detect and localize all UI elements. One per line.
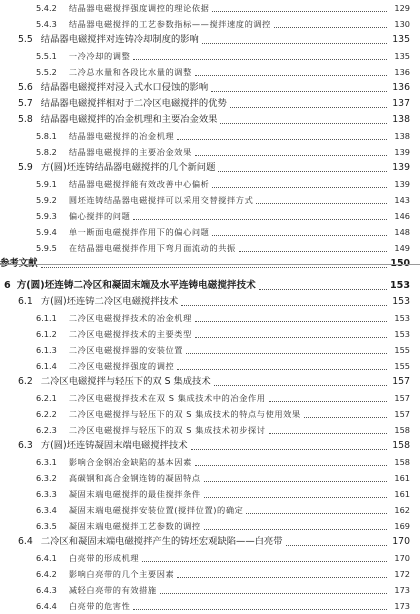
toc-entry-page: 169 (394, 521, 410, 531)
toc-entry-number: 5.7 (18, 98, 33, 109)
toc-entry (0, 454, 420, 470)
toc-entry-page: 129 (394, 3, 410, 13)
toc-entry-number: 5.4.2 (36, 3, 57, 13)
toc-entry-page: 173 (394, 601, 410, 611)
toc-entry (0, 294, 420, 310)
toc-entry-title: 二冷区电磁搅拌器的安装位置 (68, 345, 184, 355)
toc-entry-page: 153 (394, 313, 410, 323)
toc-entry-number: 5.8 (18, 114, 33, 125)
dot-leader (133, 609, 387, 610)
toc-entry-title: 结晶器电磁搅拌对浸入式水口侵蚀的影响 (40, 82, 209, 93)
toc-entry-page: 135 (392, 34, 410, 45)
toc-entry-page: 153 (390, 280, 411, 291)
toc-entry-page: 139 (394, 179, 410, 189)
toc-entry (0, 112, 420, 128)
toc-entry-number: 5.9.4 (36, 227, 57, 237)
toc-entry-title: 二冷区电磁搅拌技术的主要类型 (68, 329, 192, 339)
dot-leader (195, 465, 387, 466)
toc-entry (0, 48, 420, 64)
toc-entry-page: 162 (394, 505, 410, 515)
toc-entry-page: 155 (394, 345, 410, 355)
toc-entry-title: 影响合金钢冶金缺陷的基本因素 (68, 457, 192, 467)
dot-leader (304, 417, 387, 418)
toc-entry-page: 153 (394, 329, 410, 339)
toc-entry-page: 136 (392, 82, 410, 93)
toc-entry-title: 单一断面电磁搅拌作用下的偏心问题 (68, 227, 210, 237)
toc-entry-title: 二冷总水量和各段比水量的调整 (68, 67, 192, 77)
toc-entry-page: 157 (394, 393, 410, 403)
toc-entry-page: 173 (394, 585, 410, 595)
toc-entry-title: 结晶器电磁搅拌的主要冶金效果 (68, 147, 192, 157)
toc-entry-number: 6.4.2 (36, 569, 57, 579)
toc-entry-title: 结晶器电磁搅拌相对于二冷区电磁搅拌的优势 (40, 98, 227, 109)
toc-entry-number: 5.9.2 (36, 195, 57, 205)
toc-entry (0, 128, 420, 144)
toc-entry-number: 6.3.5 (36, 521, 57, 531)
toc-entry-page: 149 (394, 243, 410, 253)
toc-entry-title: 偏心搅拌的问题 (68, 211, 131, 221)
toc-entry-page: 139 (392, 162, 410, 173)
dot-leader (204, 497, 387, 498)
toc-entry (0, 0, 420, 16)
toc-entry (0, 96, 420, 112)
toc-entry-page: 135 (394, 51, 410, 61)
toc-entry-number: 6.3.1 (36, 457, 57, 467)
dot-leader (220, 123, 387, 124)
toc-entry-title: 结晶器电磁搅拌对连铸冷却制度的影响 (40, 34, 199, 45)
toc-entry (0, 422, 420, 438)
toc-entry-title: 结晶器电磁搅拌能有效改善中心偏析 (68, 179, 210, 189)
toc-entry (0, 550, 420, 566)
toc-entry-number: 6.2 (18, 376, 33, 387)
toc-entry-title: 结晶器电磁搅拌的冶金机理 (68, 131, 175, 141)
toc-entry-title: 方(圆)坯连铸二冷区和凝固末端及水平连铸电磁搅拌技术 (16, 280, 256, 291)
toc-entry-page: 158 (392, 440, 410, 451)
toc-entry (0, 208, 420, 224)
toc-entry-page: 172 (394, 569, 410, 579)
toc-entry-title: 方(圆)坯连铸结晶器电磁搅拌的几个新问题 (40, 162, 216, 173)
dot-leader (204, 529, 387, 530)
toc-entry-number: 6.3 (18, 440, 33, 451)
toc-entry-title: 一冷冷却的调整 (68, 51, 131, 61)
dot-leader (133, 219, 387, 220)
toc-entry-page: 161 (394, 489, 410, 499)
dot-leader (256, 203, 387, 204)
toc-entry-title: 结晶器电磁搅拌的冶金机理和主要冶金效果 (40, 114, 218, 125)
toc-entry-number: 6.4.4 (36, 601, 57, 611)
toc-entry-page: 150 (390, 258, 410, 269)
dot-leader (195, 155, 387, 156)
toc-entry (0, 240, 420, 256)
dot-leader (269, 433, 387, 434)
toc-entry (0, 160, 420, 176)
toc-entry-number: 5.4.3 (36, 19, 57, 29)
toc-entry-page: 138 (392, 114, 410, 125)
toc-entry (0, 566, 420, 582)
toc-entry-title: 凝固末端电磁搅拌的最佳搅拌条件 (68, 489, 201, 499)
dot-leader (212, 187, 387, 188)
dot-leader (195, 337, 387, 338)
dot-leader (160, 593, 387, 594)
toc-entry-page: 155 (394, 361, 410, 371)
toc-entry-title: 二冷区电磁搅拌与轻压下的双 S 集成技术 (40, 376, 211, 387)
toc-entry-title: 白亮带的形成机理 (68, 553, 140, 563)
toc-entry-title: 二冷区电磁搅拌技术在双 S 集成技术中的冶金作用 (68, 393, 266, 403)
toc-entry-title: 影响白亮带的几个主要因素 (68, 569, 175, 579)
toc-entry-number: 6.3.4 (36, 505, 57, 515)
toc-entry-number: 6.4 (18, 536, 33, 547)
toc-entry-number: 6.1.3 (36, 345, 57, 355)
toc-entry-number: 5.9.3 (36, 211, 57, 221)
toc-entry-number: 6.3.3 (36, 489, 57, 499)
dot-leader (246, 513, 387, 514)
toc-entry (0, 342, 420, 358)
toc-entry (0, 192, 420, 208)
toc-entry-number: 5.5.1 (36, 51, 57, 61)
dot-leader (211, 91, 387, 92)
toc-entry-page: 148 (394, 227, 410, 237)
toc-entry-number: 5.6 (18, 82, 33, 93)
toc-entry (0, 582, 420, 598)
toc-entry-title: 减轻白亮带的有效措施 (68, 585, 157, 595)
toc-entry-number: 5.5.2 (36, 67, 57, 77)
dot-leader (191, 449, 387, 450)
toc-entry-number: 5.8.2 (36, 147, 57, 157)
dot-leader (274, 27, 387, 28)
toc-entry-number: 5.5 (18, 34, 33, 45)
dot-leader (269, 401, 387, 402)
toc-entry-number: 6.2.1 (36, 393, 57, 403)
toc-entry-title: 方(圆)坯连铸凝固末端电磁搅拌技术 (40, 440, 188, 451)
toc-entry-page: 170 (394, 553, 410, 563)
toc-entry (0, 80, 420, 96)
dot-leader (214, 385, 387, 386)
toc-entry-page: 158 (394, 457, 410, 467)
toc-entry-page: 130 (394, 19, 410, 29)
toc-entry-title: 凝固末端电磁搅拌工艺参数的调控 (68, 521, 201, 531)
dot-leader (41, 267, 387, 268)
toc-entry-number: 6.4.1 (36, 553, 57, 563)
toc-entry-page: 157 (394, 409, 410, 419)
toc-entry-page: 139 (394, 147, 410, 157)
dot-leader (212, 11, 387, 12)
toc-entry-page: 157 (392, 376, 410, 387)
toc-entry-number: 5.9.1 (36, 179, 57, 189)
toc-entry (0, 326, 420, 342)
toc-entry-title: 结晶器电磁搅拌强度调控的理论依据 (68, 3, 210, 13)
toc-entry-number: 6.2.3 (36, 425, 57, 435)
dot-leader (286, 545, 387, 546)
toc-entry-number: 6.1 (18, 296, 33, 307)
toc-entry-title: 白亮带的危害性 (68, 601, 131, 611)
dot-leader (177, 577, 387, 578)
dot-leader (204, 481, 387, 482)
toc-entry-title: 高碳钢和高合金钢连铸的凝固特点 (68, 473, 201, 483)
toc-entry-number: 5.9.5 (36, 243, 57, 253)
toc-entry-title: 参考文献 (0, 258, 38, 269)
toc-entry-number: 6.1.1 (36, 313, 57, 323)
dot-leader (142, 561, 387, 562)
dot-leader (259, 289, 387, 290)
toc-entry-page: 136 (394, 67, 410, 77)
toc-entry-title: 二冷区电磁搅拌与轻压下的双 S 集成技术的特点与使用效果 (68, 409, 301, 419)
toc-entry-number: 5.8.1 (36, 131, 57, 141)
dot-leader (218, 171, 387, 172)
toc-entry-page: 138 (394, 131, 410, 141)
toc-entry (0, 438, 420, 454)
toc-entry-number: 6.3.2 (36, 473, 57, 483)
dot-leader (202, 43, 387, 44)
toc-entry-title: 方(圆)坯连铸二冷区电磁搅拌技术 (40, 296, 179, 307)
toc-entry (0, 390, 420, 406)
toc-entry-number: 6.1.2 (36, 329, 57, 339)
toc-entry (0, 502, 420, 518)
toc-entry-title: 二冷区电磁搅拌技术的冶金机理 (68, 313, 192, 323)
toc-entry-number: 6.4.3 (36, 585, 57, 595)
toc-entry (0, 406, 420, 422)
toc-entry (0, 534, 420, 550)
toc-entry-page: 158 (394, 425, 410, 435)
toc-entry-page: 161 (394, 473, 410, 483)
toc-entry-number: 6.2.2 (36, 409, 57, 419)
toc-entry-title: 二冷区电磁搅拌与轻压下的双 S 集成技术初步探讨 (68, 425, 266, 435)
dot-leader (181, 305, 387, 306)
toc-entry-title: 二冷区电磁搅拌强度的调控 (68, 361, 175, 371)
toc-entry (0, 176, 420, 192)
dot-leader (133, 59, 387, 60)
toc-entry (0, 16, 420, 32)
dot-leader (177, 369, 387, 370)
toc-entry (0, 64, 420, 80)
section-divider (0, 264, 420, 265)
toc-entry (0, 224, 420, 240)
toc-entry (0, 518, 420, 534)
toc-entry (0, 32, 420, 48)
toc-entry (0, 310, 420, 326)
toc-entry-title: 二冷区和凝固末端电磁搅拌产生的铸坯宏观缺陷——白亮带 (40, 536, 283, 547)
dot-leader (195, 321, 387, 322)
toc-entry (0, 358, 420, 374)
dot-leader (230, 107, 387, 108)
toc-entry-page: 170 (392, 536, 410, 547)
toc-entry-number: 6.1.4 (36, 361, 57, 371)
toc-entry-title: 圆坯连铸结晶器电磁搅拌可以采用交替搅拌方式 (68, 195, 254, 205)
toc-entry-page: 153 (392, 296, 410, 307)
toc-entry-page: 146 (394, 211, 410, 221)
toc-entry-number: 6 (4, 280, 11, 291)
dot-leader (212, 235, 387, 236)
toc-entry-number: 5.9 (18, 162, 33, 173)
dot-leader (239, 251, 387, 252)
toc-entry (0, 144, 420, 160)
toc-entry (0, 486, 420, 502)
toc-entry-page: 143 (394, 195, 410, 205)
toc-entry (0, 470, 420, 486)
toc-entry (0, 278, 420, 294)
dot-leader (186, 353, 387, 354)
dot-leader (177, 139, 387, 140)
toc-entry-title: 凝固末端电磁搅拌安装位置(搅拌位置)的确定 (68, 505, 244, 515)
dot-leader (195, 75, 387, 76)
toc-entry (0, 598, 420, 614)
toc-entry (0, 374, 420, 390)
toc-entry-title: 在结晶器电磁搅拌作用下弯月面流动的共振 (68, 243, 236, 253)
toc-entry-title: 结晶器电磁搅拌的工艺参数指标——搅拌速度的调控 (68, 19, 271, 29)
toc-entry-page: 137 (392, 98, 410, 109)
